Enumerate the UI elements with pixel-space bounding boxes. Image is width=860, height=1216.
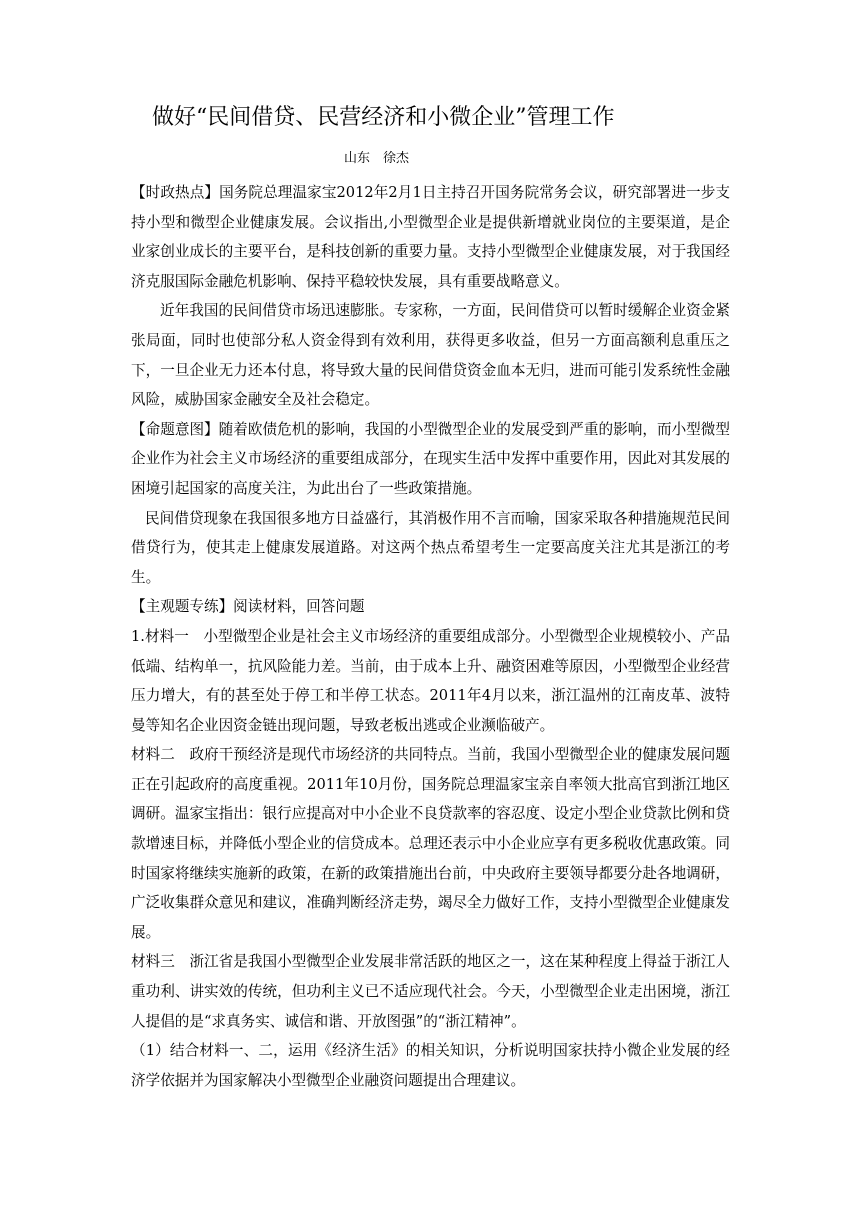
paragraph-private-lending: 近年我国的民间借贷市场迅速膨胀。专家称，一方面，民间借贷可以暂时缓解企业资金紧张局面，同时也使部分私人资金得到有效利用，获得更多收益，但另一方面高额利息重压之下，一旦企业无力还本付息，将导致大量的民间借贷资金血本无归，进而可能引发系统性金融风险，威胁国家金融安全及社会稳定。 <box>131 302 730 409</box>
paragraph-exercise-heading: 【主观题专练】阅读材料，回答问题 <box>131 598 365 616</box>
paragraph-material-three: 材料三 浙江省是我国小型微型企业发展非常活跃的地区之一，这在某种程度上得益于浙江人重功利、讲实效的传统，但功利主义已不适应现代社会。今天，小型微型企业走出困境，浙江人提倡的是“求真务实、诚信和谐、开放图强”的“浙江精神”。 <box>131 953 730 1030</box>
paragraph-hot-topic: 【时政热点】国务院总理温家宝2012年2月1日主持召开国务院常务会议，研究部署进一步支持小型和微型企业健康发展。会议指出,小型微型企业是提供新增就业岗位的主要渠道，是企业家创业成长的主要平台，是科技创新的重要力量。支持小型微型企业健康发展，对于我国经济克服国际金融危机影响、保持平稳较快发展，具有重要战略意义。 <box>131 184 730 290</box>
paragraph-intent: 【命题意图】随着欧债危机的影响，我国的小型微型企业的发展受到严重的影响，而小型微型企业作为社会主义市场经济的重要组成部分，在现实生活中发挥中重要作用，因此对其发展的困境引起国家的高度关注，为此出台了一些政策措施。 <box>131 420 730 497</box>
paragraph-material-one: 1.材料一 小型微型企业是社会主义市场经济的重要组成部分。小型微型企业规模较小、产品低端、结构单一，抗风险能力差。当前，由于成本上升、融资困难等原因，小型微型企业经营压力增大，有的甚至处于停工和半停工状态。2011年4月以来，浙江温州的江南皮革、波特曼等知名企业因资金链出现问题，导致老板出逃或企业濒临破产。 <box>131 627 730 734</box>
document-body <box>131 178 730 1095</box>
paragraph-intent-continued: 民间借贷现象在我国很多地方日益盛行，其消极作用不言而喻，国家采取各种措施规范民间借贷行为，使其走上健康发展道路。对这两个热点希望考生一定要高度关注尤其是浙江的考生。 <box>131 509 730 586</box>
document-author: 山东 徐杰 <box>344 151 410 166</box>
paragraph-material-two: 材料二 政府干预经济是现代市场经济的共同特点。当前，我国小型微型企业的健康发展问题正在引起政府的高度重视。2011年10月份，国务院总理温家宝亲自率领大批高官到浙江地区调研。温家宝指出：银行应提高对中小企业不良贷款率的容忍度、设定小型企业贷款比例和贷款增速目标，并降低小型企业的信贷成本。总理还表示中小企业应享有更多税收优惠政策。同时国家将继续实施新的政策，在新的政策措施出台前，中央政府主要领导都要分赴各地调研，广泛收集群众意见和建议，准确判断经济走势，竭尽全力做好工作，支持小型微型企业健康发展。 <box>131 746 730 941</box>
document-title: 做好“民间借贷、民营经济和小微企业”管理工作 <box>152 105 615 130</box>
paragraph-question-one: （1）结合材料一、二，运用《经济生活》的相关知识，分析说明国家扶持小微企业发展的经济学依据并为国家解决小型微型企业融资问题提出合理建议。 <box>131 1042 730 1089</box>
